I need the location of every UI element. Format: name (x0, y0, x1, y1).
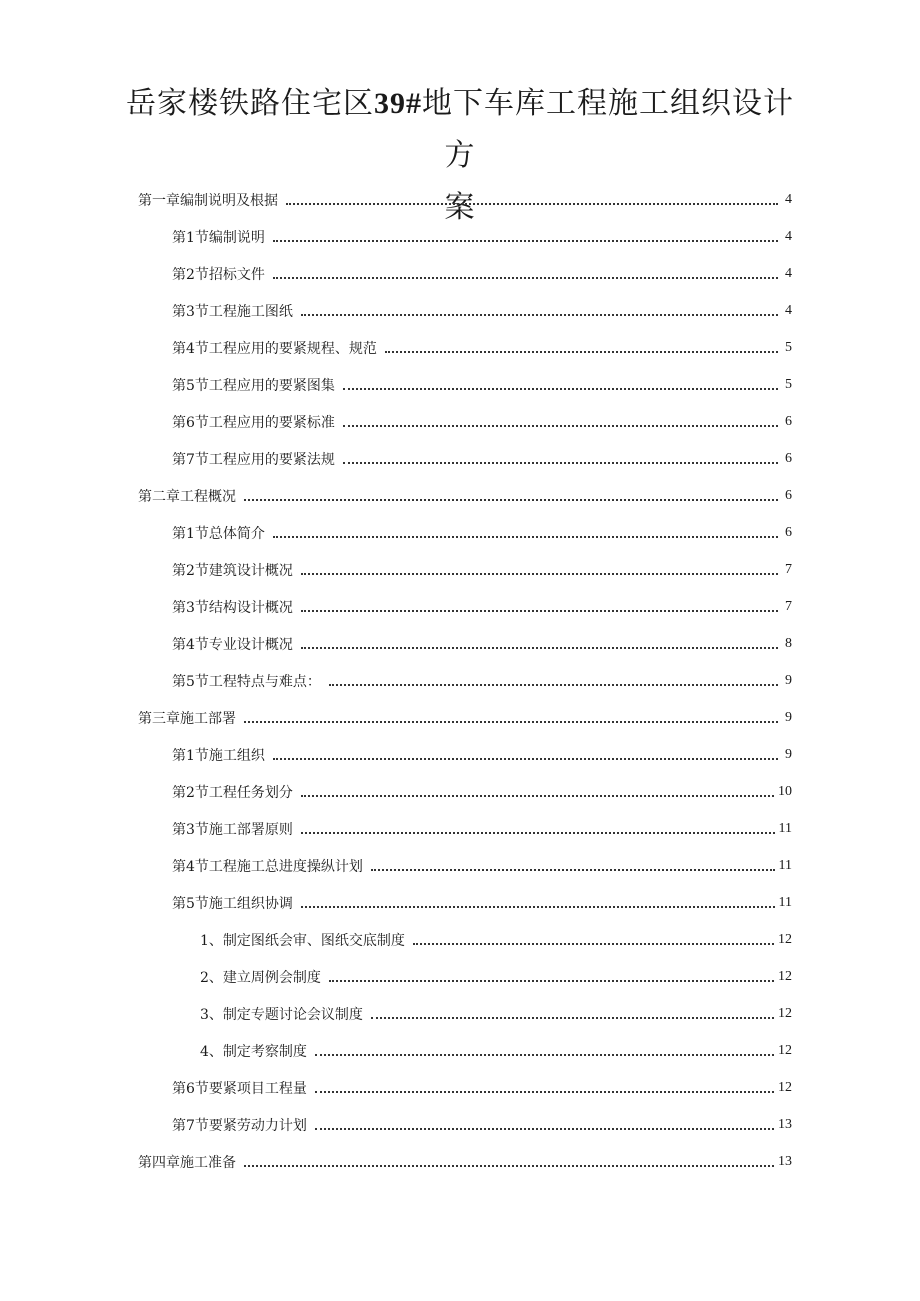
toc-entry[interactable] (0, 699, 920, 736)
toc-entry[interactable] (0, 292, 920, 329)
toc-entry[interactable] (0, 1106, 920, 1143)
toc-entry-page-number: 10 (778, 783, 792, 799)
toc-dot-leader (244, 720, 778, 723)
toc-entry-label: 1、制定图纸会审、图纸交底制度 (200, 932, 405, 949)
toc-dot-leader (329, 979, 774, 982)
toc-entry-label: 第5节工程应用的要紧图集 (172, 377, 335, 394)
toc-entry[interactable] (0, 773, 920, 810)
toc-dot-leader (315, 1053, 774, 1056)
toc-dot-leader (273, 757, 778, 760)
toc-entry-page-number: 9 (785, 709, 792, 725)
toc-entry-label: 第4节工程施工总进度操纵计划 (172, 858, 363, 875)
toc-entry-label: 第5节施工组织协调 (172, 895, 293, 912)
toc-entry[interactable] (0, 736, 920, 773)
toc-dot-leader (273, 535, 778, 538)
toc-entry-label: 第四章施工准备 (138, 1154, 236, 1171)
toc-entry[interactable] (0, 181, 920, 218)
toc-entry-page-number: 8 (785, 635, 792, 651)
toc-entry[interactable] (0, 477, 920, 514)
toc-entry[interactable] (0, 218, 920, 255)
toc-entry-label: 第6节要紧项目工程量 (172, 1080, 307, 1097)
title-line-2: 案 (444, 190, 476, 225)
toc-dot-leader (371, 1016, 774, 1019)
toc-entry[interactable] (0, 366, 920, 403)
toc-entry-page-number: 11 (778, 857, 792, 873)
toc-entry[interactable] (0, 995, 920, 1032)
toc-entry-label: 第三章施工部署 (138, 710, 236, 727)
toc-dot-leader (273, 276, 778, 279)
toc-entry-page-number: 6 (785, 413, 792, 429)
toc-entry-page-number: 11 (778, 820, 792, 836)
toc-dot-leader (244, 1164, 774, 1167)
toc-entry-page-number: 12 (778, 1005, 792, 1021)
toc-entry-page-number: 6 (785, 450, 792, 466)
toc-dot-leader (301, 313, 778, 316)
toc-entry-page-number: 13 (778, 1116, 792, 1132)
toc-entry[interactable] (0, 847, 920, 884)
toc-dot-leader (315, 1090, 774, 1093)
toc-entry[interactable] (0, 403, 920, 440)
toc-entry[interactable] (0, 440, 920, 477)
toc-dot-leader (301, 794, 774, 797)
toc-entry-label: 4、制定考察制度 (200, 1043, 307, 1060)
toc-dot-leader (301, 831, 775, 834)
toc-entry-page-number: 12 (778, 1042, 792, 1058)
toc-entry[interactable] (0, 588, 920, 625)
toc-entry[interactable] (0, 625, 920, 662)
toc-entry-label: 第6节工程应用的要紧标准 (172, 414, 335, 431)
toc-entry-page-number: 13 (778, 1153, 792, 1169)
toc-dot-leader (244, 498, 778, 501)
toc-dot-leader (301, 609, 778, 612)
toc-entry-page-number: 9 (785, 672, 792, 688)
title-part-2: 地下车库工程施工组织设计方 (422, 86, 794, 173)
table-of-contents (0, 181, 920, 1180)
toc-dot-leader (301, 646, 778, 649)
toc-dot-leader (371, 868, 775, 871)
toc-entry[interactable] (0, 1032, 920, 1069)
toc-entry-label: 第2节招标文件 (172, 266, 265, 283)
toc-entry-page-number: 4 (785, 302, 792, 318)
toc-entry-page-number: 6 (785, 524, 792, 540)
title-number: 39# (374, 87, 422, 120)
toc-dot-leader (329, 683, 778, 686)
toc-entry-page-number: 6 (785, 487, 792, 503)
toc-entry-label: 第4节专业设计概况 (172, 636, 293, 653)
toc-entry-label: 第2节工程任务划分 (172, 784, 293, 801)
toc-entry[interactable] (0, 810, 920, 847)
toc-entry-page-number: 9 (785, 746, 792, 762)
toc-entry-page-number: 5 (785, 376, 792, 392)
toc-entry[interactable] (0, 329, 920, 366)
toc-entry[interactable] (0, 958, 920, 995)
toc-entry-label: 第1节施工组织 (172, 747, 265, 764)
toc-entry[interactable] (0, 551, 920, 588)
toc-entry-page-number: 5 (785, 339, 792, 355)
toc-entry-label: 第3节工程施工图纸 (172, 303, 293, 320)
toc-entry-page-number: 12 (778, 931, 792, 947)
toc-entry-page-number: 12 (778, 1079, 792, 1095)
toc-entry-label: 第3节施工部署原则 (172, 821, 293, 838)
toc-entry-label: 第一章编制说明及根据 (138, 192, 278, 209)
toc-entry-label: 第4节工程应用的要紧规程、规范 (172, 340, 377, 357)
toc-entry-page-number: 4 (785, 265, 792, 281)
toc-dot-leader (343, 461, 778, 464)
toc-dot-leader (301, 572, 778, 575)
toc-dot-leader (301, 905, 775, 908)
toc-entry[interactable] (0, 1069, 920, 1106)
toc-entry-page-number: 4 (785, 228, 792, 244)
toc-dot-leader (286, 202, 778, 205)
toc-entry-label: 第5节工程特点与难点： (172, 673, 321, 690)
toc-entry-label: 第7节工程应用的要紧法规 (172, 451, 335, 468)
toc-entry[interactable] (0, 662, 920, 699)
toc-dot-leader (413, 942, 774, 945)
toc-entry-label: 第2节建筑设计概况 (172, 562, 293, 579)
toc-entry-page-number: 7 (785, 598, 792, 614)
toc-entry[interactable] (0, 884, 920, 921)
toc-entry[interactable] (0, 514, 920, 551)
toc-dot-leader (343, 387, 778, 390)
toc-entry[interactable] (0, 921, 920, 958)
toc-dot-leader (343, 424, 778, 427)
toc-dot-leader (273, 239, 778, 242)
toc-entry-label: 2、建立周例会制度 (200, 969, 321, 986)
toc-entry-label: 第3节结构设计概况 (172, 599, 293, 616)
toc-entry-page-number: 4 (785, 191, 792, 207)
toc-entry-page-number: 12 (778, 968, 792, 984)
toc-entry[interactable] (0, 255, 920, 292)
title-part-1: 岳家楼铁路住宅区 (126, 86, 374, 121)
toc-entry[interactable] (0, 1143, 920, 1180)
toc-entry-page-number: 11 (778, 894, 792, 910)
toc-entry-label: 第二章工程概况 (138, 488, 236, 505)
toc-entry-page-number: 7 (785, 561, 792, 577)
toc-entry-label: 第1节编制说明 (172, 229, 265, 246)
toc-entry-label: 3、制定专题讨论会议制度 (200, 1006, 363, 1023)
toc-entry-label: 第1节总体简介 (172, 525, 265, 542)
toc-entry-label: 第7节要紧劳动力计划 (172, 1117, 307, 1134)
toc-dot-leader (385, 350, 778, 353)
toc-dot-leader (315, 1127, 774, 1130)
